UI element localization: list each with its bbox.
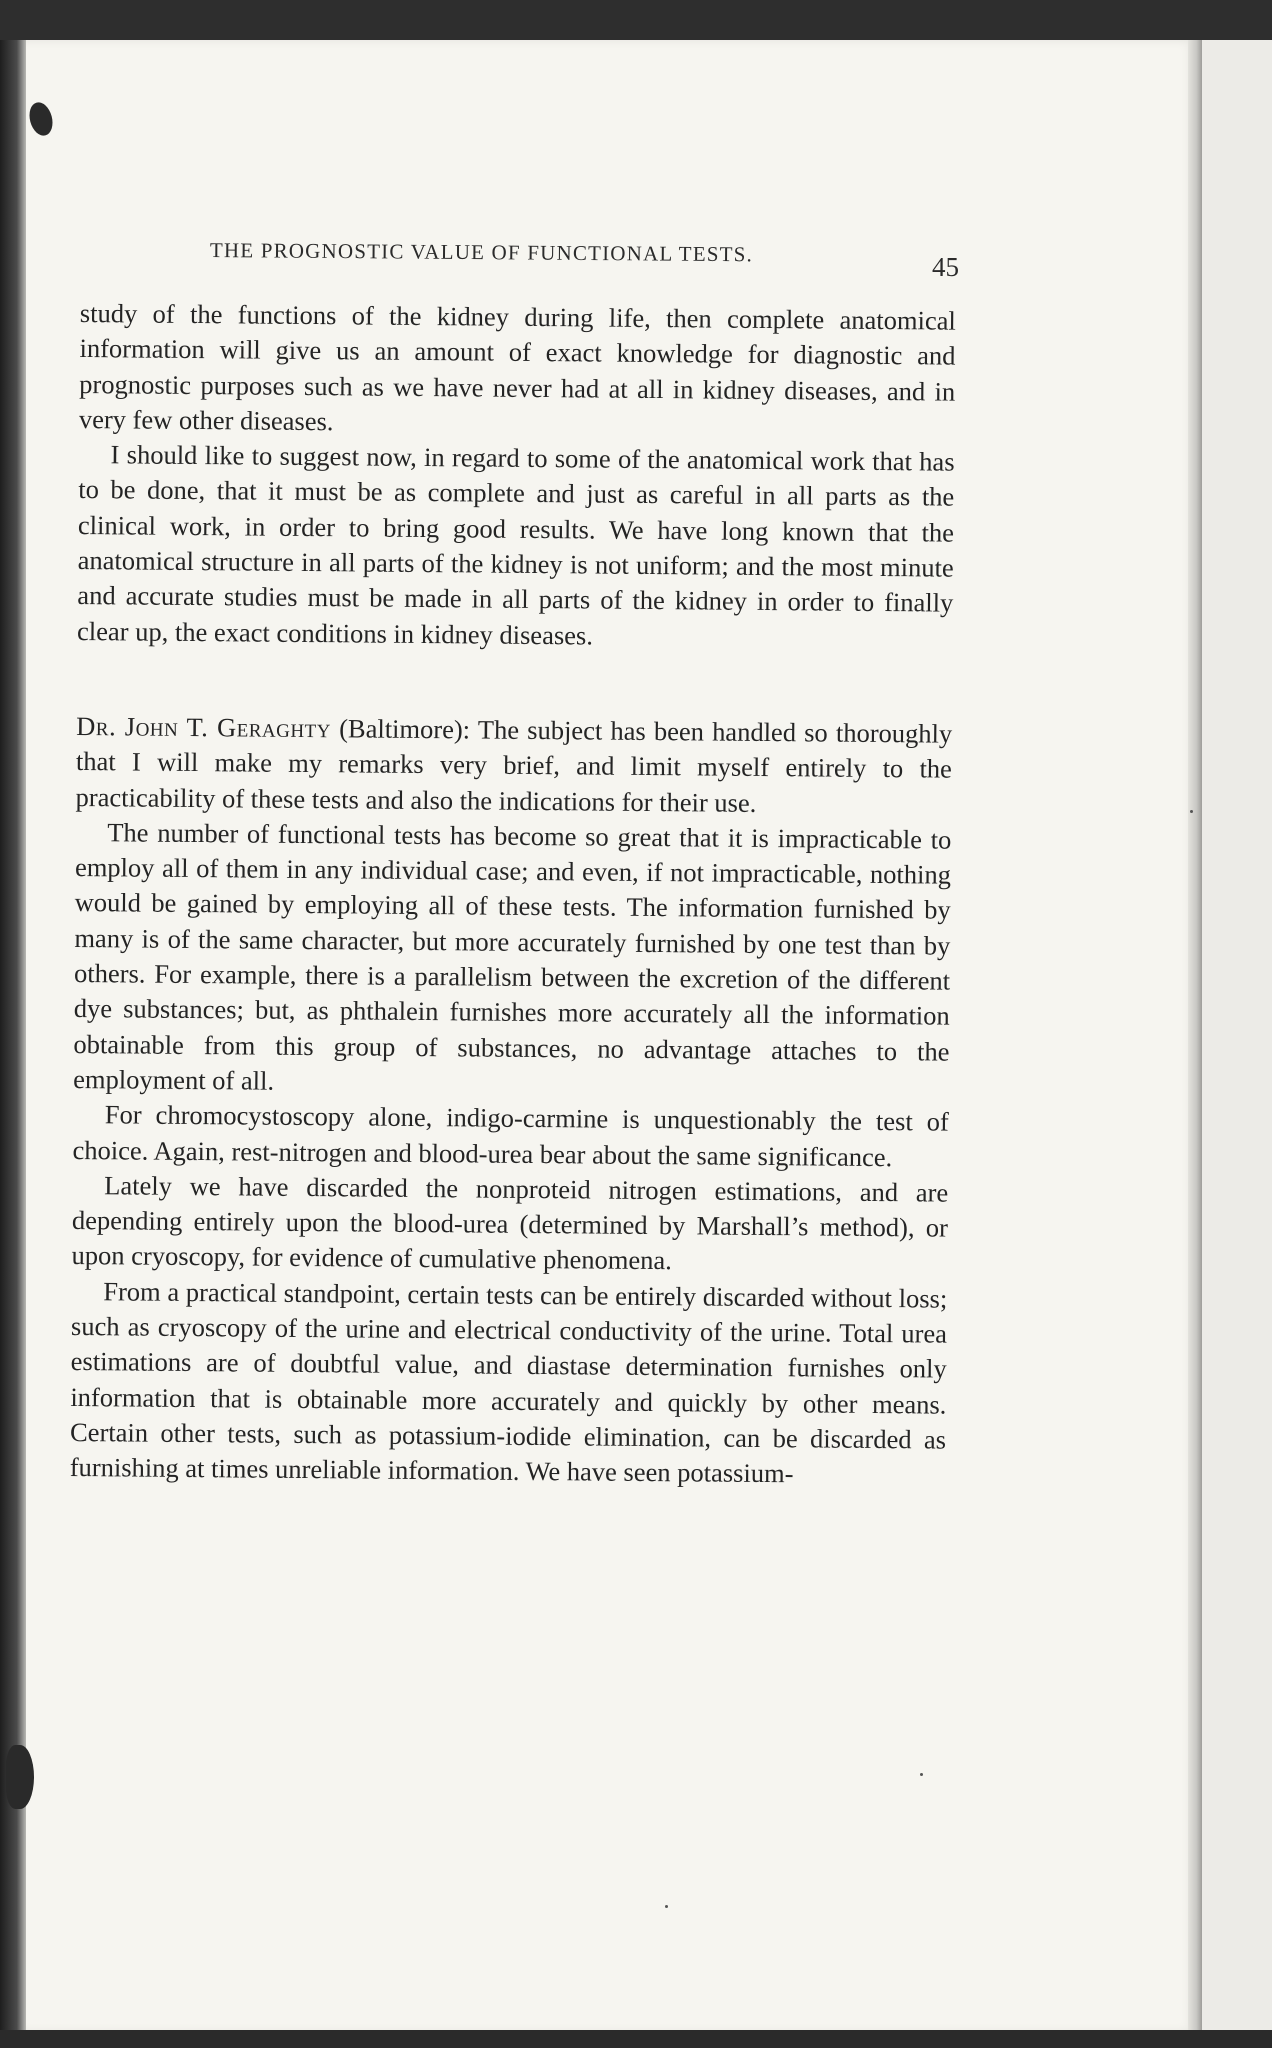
page-edge-shadow [1188,40,1202,2032]
scan-right-margin [1202,40,1272,2032]
section-spacer [76,649,952,717]
paragraph: Lately we have discarded the nonproteid nitrogen estimations, and are depending entirely upon the blood-urea (determined by Marshall’s method), or upon cryoscopy, for evidence of cumulative phenomena. [71,1170,949,1276]
running-title: THE PROGNOSTIC VALUE OF FUNCTIONAL TESTS. [209,238,754,267]
ink-blot-bottom-left [6,1745,34,1809]
paragraph: From a practical standpoint, certain tests can be entirely discarded without loss; such as cryoscopy of the urine and electrical conductivity of the urine. Total urea estimations are of doubtful value, and diastase determination furnishes only information that is obtainable more accurately and quickly by other means. Certain other tests, such as potassium-iodide elimination, can be discarded as furnishing at times unreliable information. We have seen potassium- [69,1275,948,1489]
speaker-location: (Baltimore): [339,713,471,745]
speck-below-text [920,1773,923,1776]
paragraph-text: The subject has been handled so thoroughly that I will make my remarks very brief, and limit myself entirely to the practicability of these tests and also the indications for their use. [75,714,953,818]
paragraph: The number of functional tests has become so great that it is impracticable to employ all of them in any individual case; and even, if not impracticable, nothing would be gained by employing all of these tests. The information furnished by many is of the same character, but more accurately furnished by one test than by others. For example, there is a parallelism between the excretion of the different dye substances; but, as phthalein furnishes more accurately all the information obtainable from this group of substances, no advantage attaches to the employment of all. [73,817,952,1096]
book-binding-edge [0,40,28,2032]
paragraph: study of the functions of the kidney during life, then complete anatomical information will give us an amount of exact knowledge for diagnostic and prognostic purposes such as we have never had at all in kidney diseases, and in very few other diseases. [78,297,956,437]
speck-right-margin [1190,810,1193,813]
page-body [70,296,956,1493]
speck-bottom-margin [665,1905,668,1908]
speaker-name: Dr. John T. Geraghty [76,710,332,744]
scan-bottom-border [0,2030,1272,2048]
page-number: 45 [932,252,959,282]
paragraph: I should like to suggest now, in regard to some of the anatomical work that has to be done, that it must be as complete and just as careful in all parts as the clinical work, in order to bring good results. We have long known that the anatomical structure in all parts of the kidney is not uniform; and the most minute and accurate studies must be made in all parts of the kidney in order to finally clear up, the exact conditions in kidney diseases. [76,439,955,651]
scan-top-border [0,0,1272,42]
speaker-paragraph [75,709,952,823]
paragraph: For chromocystoscopy alone, indigo-carmine is unquestionably the test of choice. Again, rest-nitrogen and blood-urea bear about the same significance. [72,1099,949,1172]
